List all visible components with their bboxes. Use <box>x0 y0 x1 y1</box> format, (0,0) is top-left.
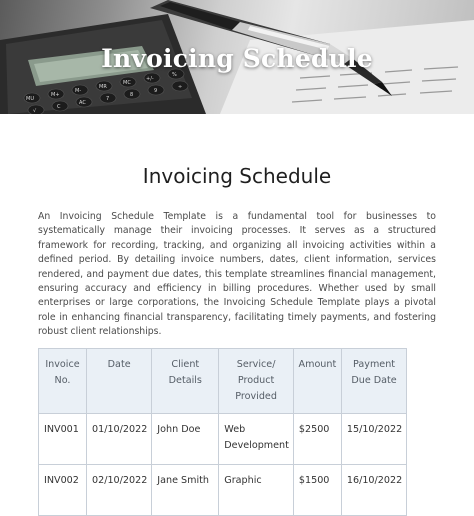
banner-title: Invoicing Schedule <box>101 44 373 73</box>
cell-service: Web Development <box>219 414 294 465</box>
key-label: % <box>172 72 177 78</box>
key-label: 7 <box>106 96 110 102</box>
cell-amount: $2500 <box>293 414 341 465</box>
cell-due-date: 15/10/2022 <box>341 414 406 465</box>
key-label: √ <box>33 108 37 114</box>
key-label: 8 <box>130 92 134 98</box>
column-header-client-details: Client Details <box>152 349 219 414</box>
cell-client: John Doe <box>152 414 219 465</box>
column-header-date: Date <box>87 349 152 414</box>
key-label: MC <box>123 80 131 86</box>
header-banner <box>0 0 474 114</box>
key-label: MR <box>99 84 107 90</box>
column-header-invoice-no: Invoice No. <box>39 349 87 414</box>
key-label: MU <box>26 96 34 102</box>
column-header-service: Service/ Product Provided <box>219 349 294 414</box>
cell-date: 02/10/2022 <box>87 465 152 516</box>
intro-paragraph: An Invoicing Schedule Template is a fundamental tool for businesses to systematically manage their invoicing processes. It serves as a structured framework for recording, tracking, and organizing all invoicing activities within a defined period. By detailing invoice numbers, dates, client information, services rendered, and payment due dates, this template streamlines financial management, ensuring accuracy and efficiency in billing procedures. Whether used by small enterprises or large corporations, the Invoicing Schedule Template plays a pivotal role in enhancing financial transparency, facilitating timely payments, and fostering robust client relationships. <box>38 211 436 338</box>
cell-service: Graphic <box>219 465 294 516</box>
cell-date: 01/10/2022 <box>87 414 152 465</box>
cell-invoice-no: INV001 <box>39 414 87 465</box>
column-header-payment-due-date: Payment Due Date <box>341 349 406 414</box>
key-label: 9 <box>154 88 158 94</box>
cell-client: Jane Smith <box>152 465 219 516</box>
key-label: C <box>57 104 61 110</box>
column-header-amount: Amount <box>293 349 341 414</box>
key-label: M- <box>75 88 82 94</box>
cell-invoice-no: INV002 <box>39 465 87 516</box>
key-label: M+ <box>51 92 60 98</box>
table-header-row <box>39 349 407 414</box>
cell-amount: $1500 <box>293 465 341 516</box>
document-title: Invoicing Schedule <box>142 164 332 188</box>
cell-due-date: 16/10/2022 <box>341 465 406 516</box>
key-label: AC <box>79 100 86 106</box>
key-label: +/- <box>146 76 154 82</box>
table-row <box>39 465 407 516</box>
key-label: ÷ <box>178 84 183 90</box>
table-row <box>39 414 407 465</box>
invoice-table <box>38 348 407 516</box>
